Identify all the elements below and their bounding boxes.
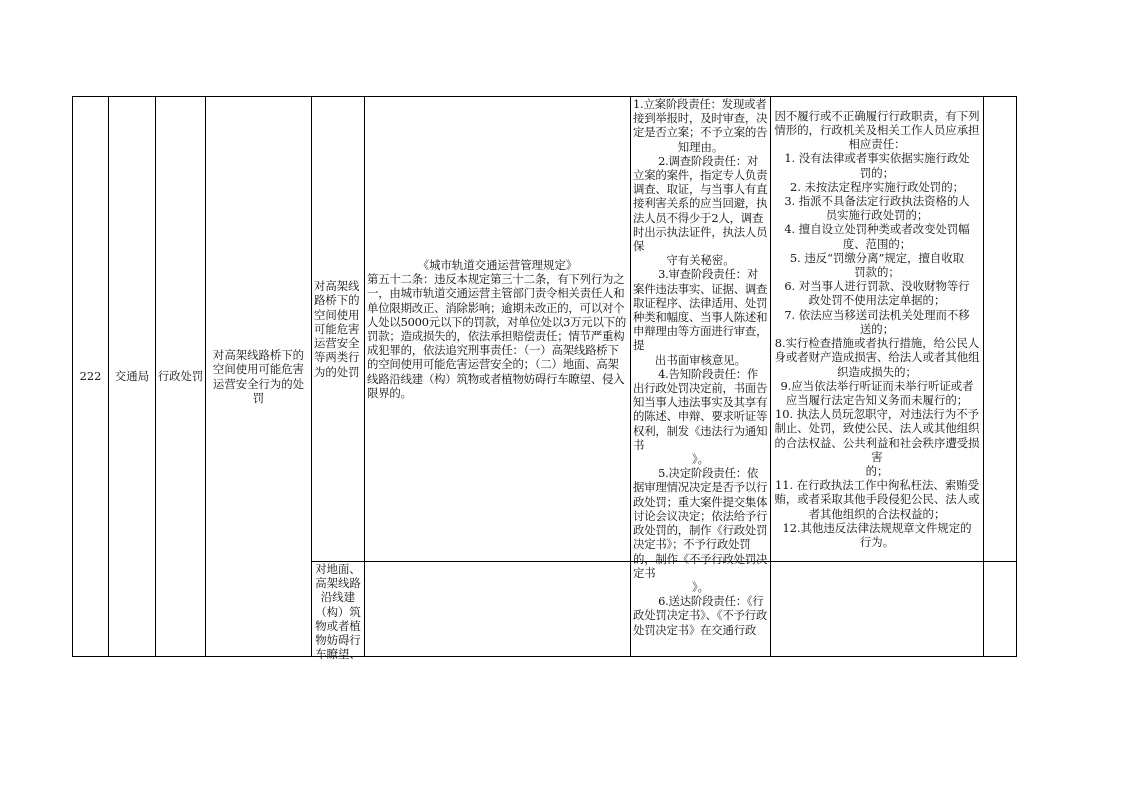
accountability-text: 6. 对当事人进行罚款、没收财物等行	[784, 279, 970, 294]
accountability-text: 8.实行检查措施或者执行措施，给公民人身或者财产造成损害、给法人或者其他组	[774, 336, 980, 365]
accountability-text: 10. 执法人员玩忽职守，对违法行为不予制止、处罚，致使公民、法人或其他组织的合法权益、公共利益和社会秩序遭受损害	[774, 407, 980, 464]
responsibility-text: 1.立案阶段责任：发现或者接到举报时，及时审查，决定是否立案；不予立案的告	[633, 97, 768, 140]
accountability-text: 9.应当依法举行听证而未举行听证或者	[780, 378, 974, 393]
accountability-item	[773, 407, 981, 478]
accountability-item	[773, 180, 981, 194]
responsibility-text: 4.告知阶段责任：作出行政处罚决定前，书面告知当事人违法事实及其享有的陈述、申辩、要求听证等权利，制发《违法行为通知书	[633, 366, 768, 452]
item-name: 对高架线路桥下的空间使用可能危害运营安全行为的处罚	[212, 348, 305, 405]
accountability-text-end: 织造成损失的；	[837, 364, 917, 379]
accountability-item	[773, 478, 981, 521]
sub-item-name: 对地面、高架线路沿线建（构）筑物或者植物妨碍行车瞭望、	[315, 562, 361, 662]
accountability-text-end: 送的；	[859, 321, 895, 336]
accountability-item	[773, 151, 981, 179]
responsibility-text: 5.决定阶段责任：依据审理情况决定是否予以行政处罚；重大案件提交集体讨论会议决定；依法给予行政处罚的，制作《行政处罚决定书》；不予行政处罚的，制作《不予行政处罚决定书	[633, 466, 768, 580]
dept-cell	[109, 97, 155, 656]
accountability-text: 3. 指派不具备法定行政执法资格的人	[784, 194, 970, 209]
accountability-text-end: 罚款的；	[854, 265, 900, 280]
accountability-item	[773, 222, 981, 250]
responsibility-text-end: 出书面审核意见。	[654, 352, 747, 367]
accountability-text: 5. 违反“罚缴分离”规定，擅自收取	[789, 250, 965, 265]
accountability-text: 11. 在行政执法工作中徇私枉法、索贿受贿，或者采取其他手段侵犯公民、法人或	[774, 478, 980, 507]
accountability-text-end: 员实施行政处罚的；	[825, 208, 929, 223]
accountability-text-end: 度、范围的；	[842, 236, 912, 251]
responsibility-text-end: 知理由。	[677, 139, 724, 154]
responsibility-text-end: 》。	[691, 452, 710, 467]
accountability-item	[773, 308, 981, 336]
category-cell	[156, 97, 205, 656]
item-name-cell	[206, 97, 311, 656]
accountability-cell	[771, 97, 983, 561]
responsibility-item	[633, 594, 768, 637]
accountability-text-end: 罚的；	[859, 165, 895, 180]
power-category: 行政处罚	[157, 369, 204, 384]
accountability-item	[773, 379, 981, 407]
sub-item-cell	[312, 562, 364, 662]
accountability-text-end: 政处罚不使用法定单据的；	[808, 293, 946, 308]
accountability-item	[773, 279, 981, 307]
accountability-text: 1. 没有法律或者事实依据实施行政处	[784, 151, 970, 166]
accountability-item	[773, 336, 981, 379]
responsibility-text-end: 》。	[691, 579, 710, 594]
seq-number: 222	[79, 369, 102, 384]
accountability-text-end: 者其他组织的合法权益的；	[808, 506, 946, 521]
basis-title: 《城市轨道交通运营管理规定》	[417, 257, 578, 272]
accountability-text: 4. 擅自设立处罚种类或者改变处罚幅	[784, 222, 970, 237]
accountability-text-end: 行为。	[859, 534, 895, 549]
accountability-text: 2. 未按法定程序实施行政处罚的；	[790, 179, 964, 194]
responsibility-cell	[631, 97, 770, 637]
basis-body: 第五十二条：违反本规定第三十二条，有下列行为之一，由城市轨道交通运营主管部门责令相关责任人和单位限期改正、消除影响；逾期未改正的，可以对个人处以5000元以下的罚款，对单位处以3万元以下的罚款；造成损失的，依法承担赔偿责任；情节严重构成犯罪的，依法追究刑事责任：（一）高架线路桥下的空间使用可能危害运营安全的；（二）地面、高架线路沿线建（构）筑物或者植物妨碍行车瞭望、侵入限界的。	[367, 272, 627, 400]
responsibility-text: 2.调查阶段责任：对立案的案件，指定专人负责调查、取证，与当事人有直接利害关系的应当回避，执法人员不得少于2人，调查时出示执法证件，执法人员保	[633, 153, 768, 254]
responsibility-item	[633, 367, 768, 466]
sub-item-cell	[312, 97, 364, 561]
responsibility-item	[633, 97, 768, 154]
sub-item-name: 对高架线路桥下的空间使用可能危害运营安全等两类行为的处罚	[314, 279, 360, 379]
seq-cell	[73, 97, 108, 656]
remarks-cell	[984, 97, 1016, 561]
responsibility-text-end: 守有关秘密。	[666, 253, 735, 268]
accountability-item	[773, 521, 981, 549]
accountability-item	[773, 194, 981, 222]
responsibility-text: 6.送达阶段责任：《行政处罚决定书》、《不予行政处罚决定书》在交通行政	[633, 594, 768, 637]
responsibility-text: 3.审查阶段责任：对案件违法事实、证据、调查取证程序、法律适用、处罚种类和幅度、当事人陈述和申辩理由等方面进行审查，提	[633, 267, 768, 353]
accountability-text: 7. 依法应当移送司法机关处理而不移	[784, 307, 970, 322]
basis-cell	[365, 97, 630, 561]
responsibility-item	[633, 154, 768, 268]
responsibility-table	[72, 96, 1017, 662]
accountability-text-end: 应当履行法定告知义务而未履行的；	[785, 392, 969, 407]
accountability-text: 12.其他违反法律法规规章文件规定的	[782, 520, 972, 535]
accountability-intro: 因不履行或不正确履行行政职责，有下列情形的，行政机关及相关工作人员应承担相应责任：	[774, 108, 980, 152]
accountability-text-end: 的；	[865, 463, 889, 478]
responsibility-item	[633, 466, 768, 594]
dept-name: 交通局	[114, 369, 150, 384]
accountability-item	[773, 251, 981, 279]
responsibility-item	[633, 267, 768, 366]
